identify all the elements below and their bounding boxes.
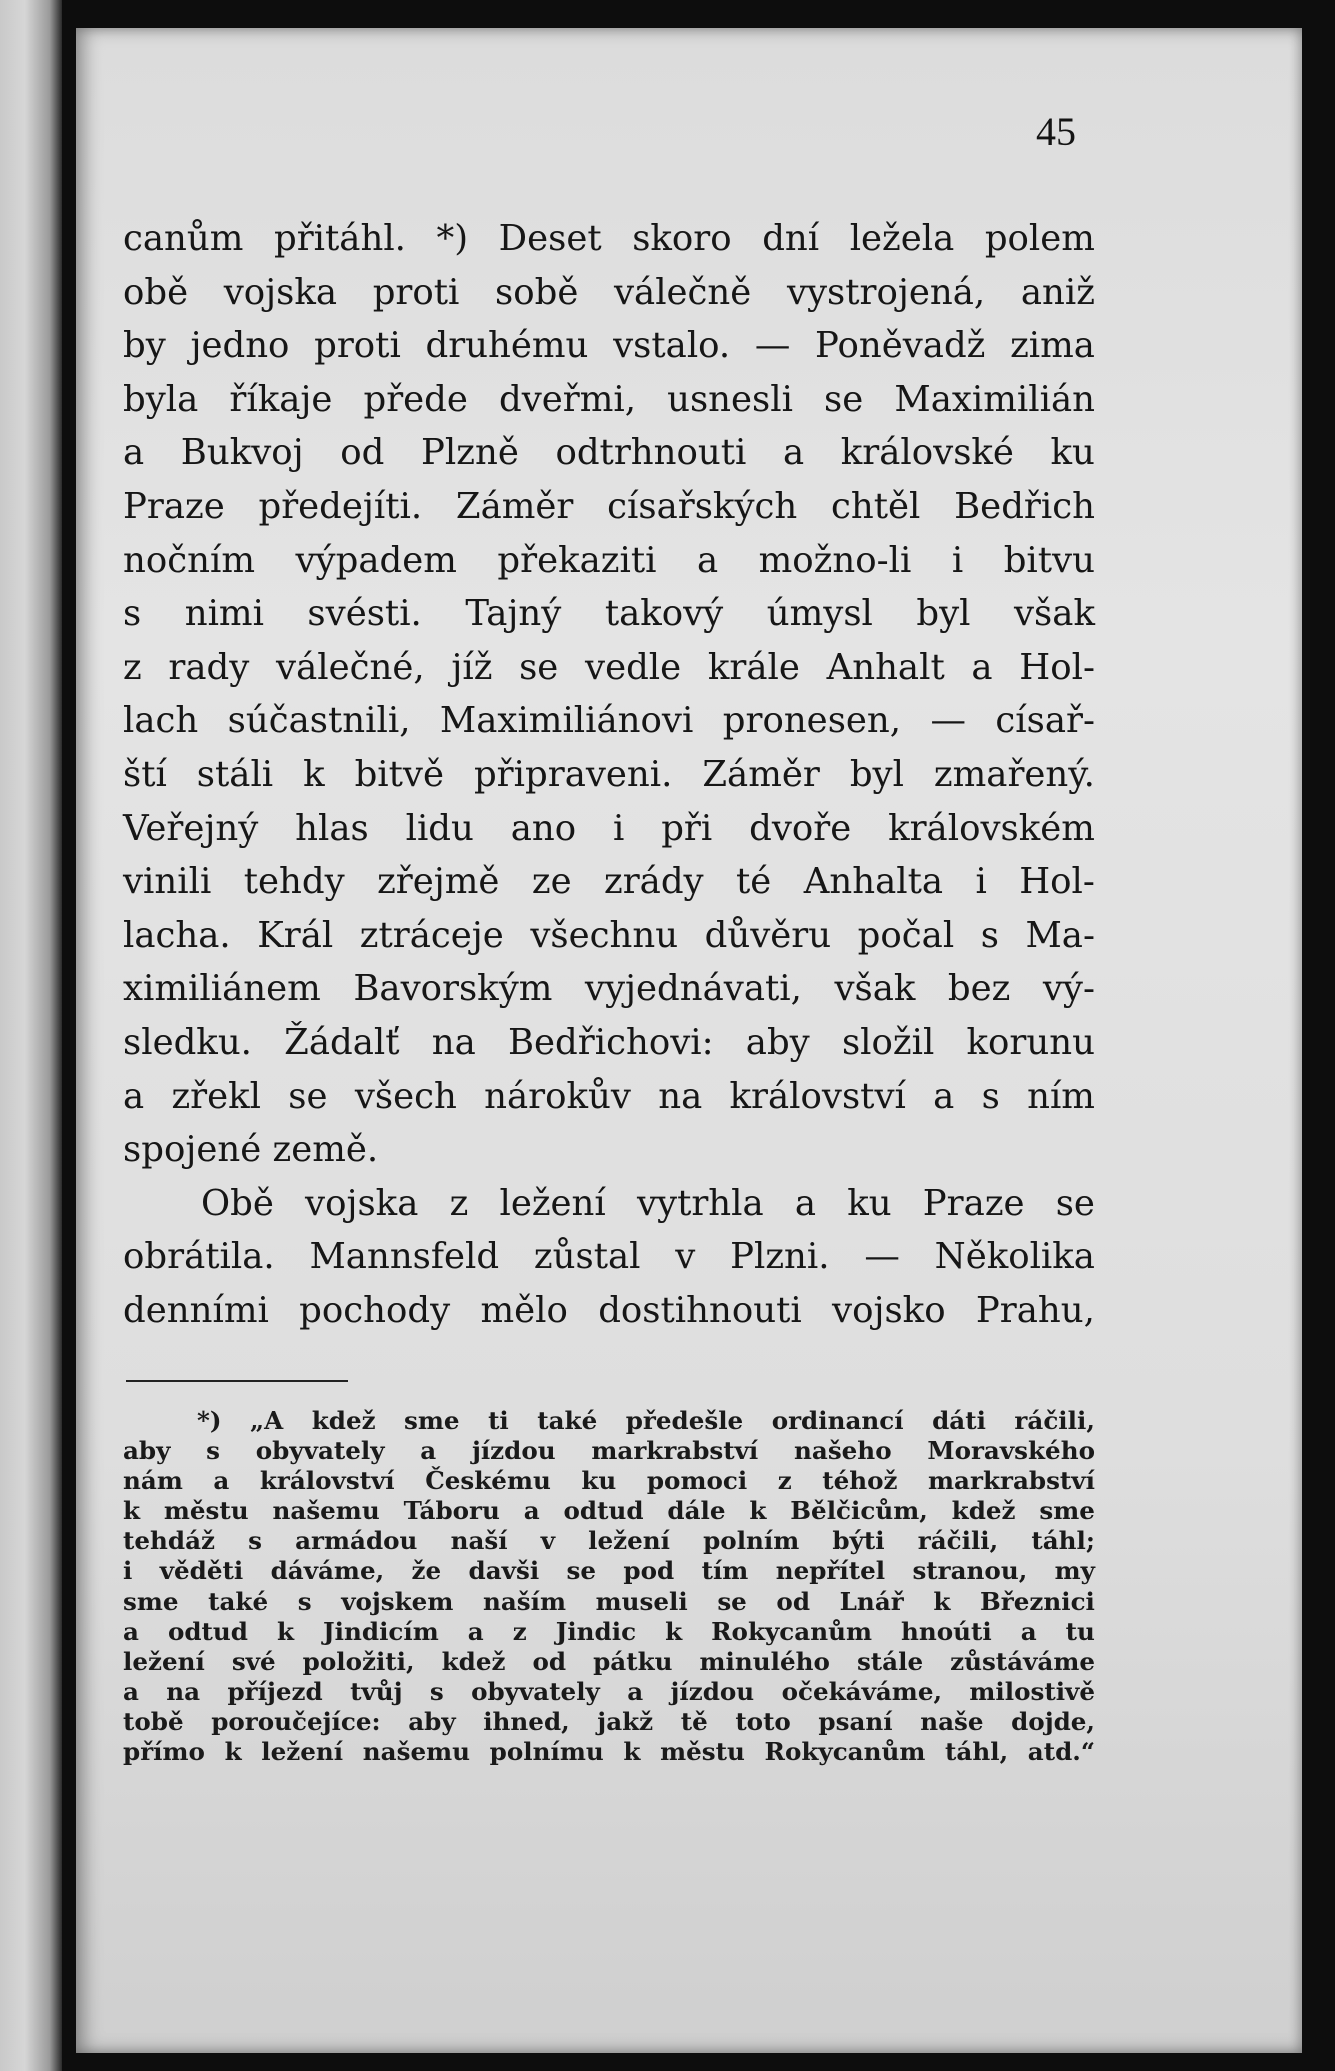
text-line: nočním výpadem překaziti a možno-li i bitvu: [123, 539, 1095, 581]
text-line: sledku. Žádalť na Bedřichovi: aby složil korunu: [123, 1021, 1095, 1063]
text-line: lacha. Král ztráceje všechnu důvěru počal s Ma-: [123, 914, 1095, 956]
footnote-line: sme také s vojskem naším museli se od Lnář k Březnici: [123, 1586, 1095, 1616]
page-number: 45: [1036, 109, 1076, 154]
footnote-line: i věděti dáváme, že davši se pod tím nepřítel stranou, my: [123, 1556, 1095, 1586]
body-text: [123, 212, 1095, 1337]
text-line: ští stáli k bitvě připraveni. Záměr byl zmařený.: [123, 753, 1095, 795]
footnote-line: tehdáž s armádou naší v ležení polním býti ráčili, táhl;: [123, 1526, 1095, 1556]
text-line: obrátila. Mannsfeld zůstal v Plzni. — Několika: [123, 1236, 1095, 1278]
text-line: ximiliánem Bavorským vyjednávati, však bez vý-: [123, 968, 1095, 1010]
footnote-line: nám a království Českému ku pomoci z téhož markrabství: [123, 1466, 1095, 1496]
text-line: s nimi svésti. Tajný takový úmysl byl však: [123, 593, 1095, 635]
footnote-separator: [126, 1380, 348, 1382]
text-line: by jedno proti druhému vstalo. — Poněvadž zima: [123, 325, 1095, 367]
footnote: [123, 1406, 1095, 1767]
text-line: lach súčastnili, Maximiliánovi pronesen, — císař-: [123, 700, 1095, 742]
previous-page-edge: [0, 0, 62, 2071]
text-line: Veřejný hlas lidu ano i při dvoře královském: [123, 807, 1095, 849]
footnote-line: tobě poroučejíce: aby ihned, jakž tě toto psaní naše dojde,: [123, 1706, 1095, 1736]
footnote-line: k městu našemu Táboru a odtud dále k Bělčicům, kdež sme: [123, 1496, 1095, 1526]
footnote-line: přímo k ležení našemu polnímu k městu Rokycanům táhl, atd.“: [123, 1737, 1095, 1767]
text-line: denními pochody mělo dostihnouti vojsko Prahu,: [123, 1289, 1095, 1331]
footnote-line: *) „A kdež sme ti také předešle ordinancí dáti ráčili,: [197, 1406, 1095, 1435]
text-line: a Bukvoj od Plzně odtrhnouti a královské ku: [123, 432, 1095, 474]
footnote-line: a na příjezd tvůj s obyvately a jízdou očekáváme, milostivě: [123, 1676, 1095, 1706]
text-line: byla říkaje přede dveřmi, usnesli se Maximilián: [123, 378, 1095, 420]
text-line: Obě vojska z ležení vytrhla a ku Praze se: [201, 1182, 1095, 1224]
text-line: obě vojska proti sobě válečně vystrojená, aniž: [123, 271, 1095, 313]
text-line: Praze předejíti. Záměr císařských chtěl Bedřich: [123, 485, 1095, 527]
text-line: canům přitáhl. *) Deset skoro dní ležela polem: [123, 218, 1095, 259]
text-line: z rady válečné, jíž se vedle krále Anhalt a Hol-: [123, 646, 1095, 688]
footnote-line: a odtud k Jindicím a z Jindic k Rokycanům hnoúti a tu: [123, 1616, 1095, 1646]
footnote-line: ležení své položiti, kdež od pátku minulého stále zůstáváme: [123, 1646, 1095, 1676]
text-line: vinili tehdy zřejmě ze zrády té Anhalta i Hol-: [123, 861, 1095, 903]
text-line: a zřekl se všech nárokův na království a s ním: [123, 1075, 1095, 1117]
footnote-line: aby s obyvately a jízdou markrabství našeho Moravského: [123, 1436, 1095, 1466]
text-line: spojené země.: [123, 1129, 379, 1171]
